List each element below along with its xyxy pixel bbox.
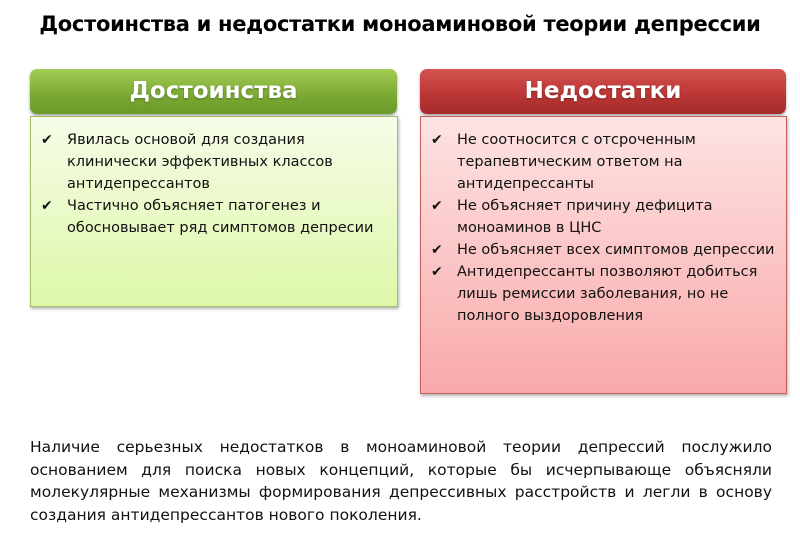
list-item: ✔ Не объясняет всех симптомов депрессии: [431, 239, 776, 261]
disadvantages-list: [421, 117, 786, 327]
checkmark-icon: ✔: [41, 132, 53, 148]
checkmark-icon: ✔: [431, 264, 443, 280]
list-item: ✔ Явилась основой для создания клинически эффективных классов антидепрессантов: [41, 129, 387, 195]
checkmark-icon: ✔: [41, 198, 53, 214]
slide-title: Достоинства и недостатки моноаминовой теории депрессии: [39, 12, 761, 36]
disadvantages-header: Недостатки: [420, 69, 786, 114]
checkmark-icon: ✔: [431, 132, 443, 148]
advantages-list: [31, 117, 397, 239]
list-item: ✔ Антидепрессанты позволяют добиться лишь ремиссии заболевания, но не полного выздоровления: [431, 261, 776, 327]
list-item: ✔ Частично объясняет патогенез и обосновывает ряд симптомов депресии: [41, 195, 387, 239]
checkmark-icon: ✔: [431, 198, 443, 214]
disadvantages-box: [420, 116, 787, 394]
list-item: ✔ Не объясняет причину дефицита моноаминов в ЦНС: [431, 195, 776, 239]
advantages-box: [30, 116, 398, 307]
advantages-header: Достоинства: [30, 69, 397, 114]
checkmark-icon: ✔: [431, 242, 443, 258]
conclusion-paragraph: Наличие серьезных недостатков в моноаминовой теории депрессий послужило основанием для поиска новых концепций, которые бы исчерпывающе объясняли молекулярные механизмы формирования депрессивных расстройств и легли в основу создания антидепрессантов нового поколения.: [30, 438, 772, 524]
list-item: ✔ Не соотносится с отсроченным терапевтическим ответом на антидепрессанты: [431, 129, 776, 195]
